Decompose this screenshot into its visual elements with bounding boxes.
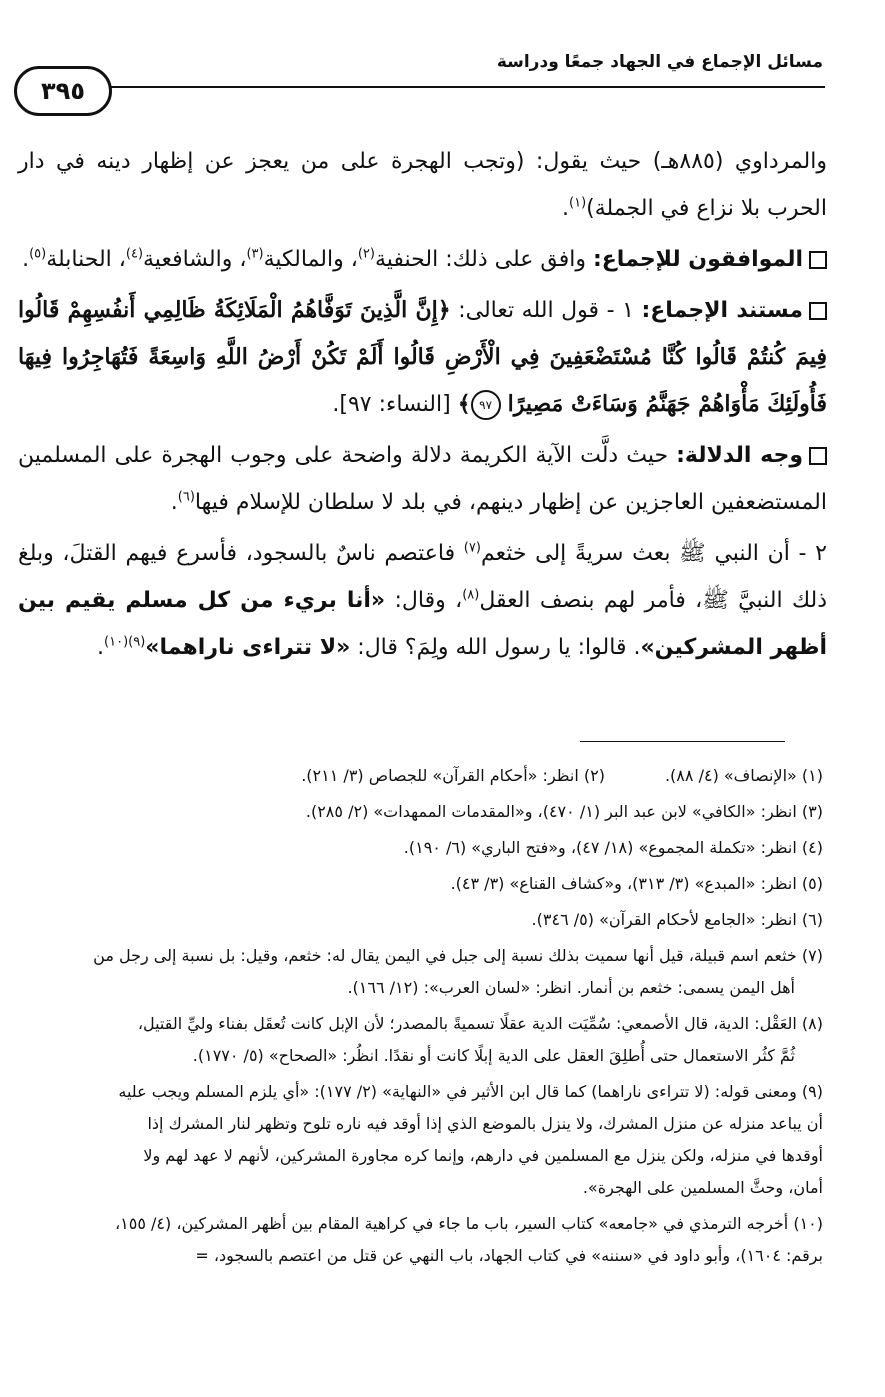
footnote-1: (١) «الإنصاف» (٤/ ٨٨). — [664, 766, 823, 785]
header-rule — [100, 86, 825, 88]
footnote-8: (٨) العَقْل: الدية، قال الأصمعي: سُمِّيَت الدية عقلًا تسميةً بالمصدر؛ لأن الإبل كانت تُعقَل بفناء وليِّ القتيل، ثُمَّ كثُر الاستعمال حتى أُطلِقَ العقل على الدية إبلًا كانت أو نقدًا. انظُر: «الصحاح» (٥/ ١٧٧٠). — [137, 1014, 823, 1065]
footnote-ref-8: (٨) — [462, 587, 480, 603]
footnote-3: (٣) انظر: «الكافي» لابن عبد البر (١/ ٤٧٠)، و«المقدمات الممهدات» (٢/ ٢٨٥). — [305, 802, 823, 821]
square-bullet-icon — [809, 447, 827, 465]
running-title: مسائل الإجماع في الجهاد جمعًا ودراسة — [496, 52, 823, 72]
paragraph-hadith: ٢ - أن النبي ﷺ بعث سريةً إلى خثعم$^{(٧)}$ فاعتصم ناسٌ بالسجود، فأسرع فيهم القتلَ، وبلغ ذلك النبيَّ ﷺ، فأمر لهم بنصف العقل$^{(٨)}$، وقال: «أنا بريء من كل مسلم يقيم بين أظهر المشركين». قالوا: يا رسول الله ولِمَ؟ قال: «لا تتراءى ناراهما»$^{(٩)(١٠)}$. — [18, 540, 827, 660]
verse-number-icon: ٩٧ — [471, 390, 501, 420]
footnote-separator — [580, 741, 785, 742]
footnote-6: (٦) انظر: «الجامع لأحكام القرآن» (٥/ ٣٤٦). — [531, 910, 823, 929]
section-label-evidence: مستند الإجماع: — [641, 298, 804, 323]
footnote-row-1-2 — [18, 760, 823, 792]
paragraph-agreeing: الموافقون للإجماع: وافق على ذلك: الحنفية$^{(٢)}$، والمالكية$^{(٣)}$، والشافعية$^{(٤)}$، الحنابلة$^{(٥)}$. — [18, 236, 827, 283]
footnote-ref-3: (٣) — [246, 246, 264, 262]
footnote-10: (١٠) أخرجه الترمذي في «جامعه» كتاب السير، باب ما جاء في كراهية المقام بين أظهر المشركين، (٤/ ١٥٥، برقم: ١٦٠٤)، وأبو داود في «سننه» في كتاب الجهاد، باب النهي عن قتل من اعتصم بالسجود، = — [114, 1214, 823, 1265]
square-bullet-icon — [809, 302, 827, 320]
square-bullet-icon — [809, 251, 827, 269]
footnote-2: (٢) انظر: «أحكام القرآن» للجصاص (٣/ ٢١١). — [301, 766, 605, 785]
paragraph-evidence: مستند الإجماع: ١ - قول الله تعالى: ﴿إِنَّ الَّذِينَ تَوَفَّاهُمُ الْمَلَائِكَةُ ظَالِمِي أَنفُسِهِمْ قَالُوا فِيمَ كُنتُمْ قَالُوا كُنَّا مُسْتَضْعَفِينَ فِي الْأَرْضِ قَالُوا أَلَمْ تَكُنْ أَرْضُ اللَّهِ وَاسِعَةً فَتُهَاجِرُوا فِيهَا فَأُولَئِكَ مَأْوَاهُمْ جَهَنَّمُ وَسَاءَتْ مَصِيرًا ٩٧﴾ [النساء: ٩٧]. — [18, 287, 827, 428]
hadith-quote-1: «أنا بريء من كل مسلم يقيم بين أظهر المشركين» — [18, 588, 827, 660]
footnote-5: (٥) انظر: «المبدع» (٣/ ٣١٣)، و«كشاف القناع» (٣/ ٤٣). — [450, 874, 823, 893]
footnote-ref-6: (٦) — [177, 489, 195, 505]
footnote-ref-5: (٥) — [29, 246, 47, 262]
footnote-4: (٤) انظر: «تكملة المجموع» (١٨/ ٤٧)، و«فتح الباري» (٦/ ١٩٠). — [403, 838, 823, 857]
footnote-9: (٩) ومعنى قوله: (لا تتراءى ناراهما) كما قال ابن الأثير في «النهاية» (٢/ ١٧٧): «أي يلزم المسلم ويجب عليه أن يباعد منزله عن منزل المشرك، ولا ينزل بالموضع الذي إذا أوقد فيه ناره تلوح وتظهر لنار المشرك إذا أوقدها في منزله، ولكن ينزل مع المسلمين في دارهم، وإنما كره مجاورة المشركين، لأنهم لا عهد لهم ولا أمان، وحثَّ المسلمين على الهجرة». — [118, 1082, 823, 1197]
footnote-ref-2: (٢) — [357, 246, 375, 262]
paragraph-mardawi: والمرداوي (٨٨٥هـ) حيث يقول: (وتجب الهجرة على من يعجز عن إظهار دينه في دار الحرب بلا نزاع في الجملة)$^{(١)}$. — [18, 149, 827, 221]
section-label-indication: وجه الدلالة: — [676, 443, 803, 468]
footnote-ref-9-10: (٩)(١٠) — [104, 634, 146, 650]
hadith-quote-2: «لا تتراءى ناراهما» — [145, 635, 351, 660]
footnote-7: (٧) خثعم اسم قبيلة، قيل أنها سميت بذلك نسبة إلى جبل في اليمن يقال له: خثعم، وقيل: بل نسبة إلى رجل من أهل اليمن يسمى: خثعم بن أنمار. انظر: «لسان العرب»: (١٢/ ١٦٦). — [93, 946, 823, 997]
page-number: ٣٩٥ — [14, 66, 112, 116]
body-text — [18, 138, 827, 675]
footnote-ref-7: (٧) — [463, 540, 481, 556]
quran-verse: ﴿إِنَّ الَّذِينَ تَوَفَّاهُمُ الْمَلَائِكَةُ ظَالِمِي أَنفُسِهِمْ قَالُوا فِيمَ كُنتُمْ قَالُوا كُنَّا مُسْتَضْعَفِينَ فِي الْأَرْضِ قَالُوا أَلَمْ تَكُنْ أَرْضُ اللَّهِ وَاسِعَةً فَتُهَاجِرُوا فِيهَا فَأُولَئِكَ مَأْوَاهُمْ جَهَنَّمُ وَسَاءَتْ مَصِيرًا — [18, 297, 827, 417]
footnotes — [18, 760, 823, 1276]
footnote-ref-1: (١) — [569, 195, 587, 211]
footnote-ref-4: (٤) — [125, 246, 144, 262]
verse-citation: [النساء: ٩٧]. — [332, 392, 458, 417]
paragraph-indication: وجه الدلالة: حيث دلَّت الآية الكريمة دلالة واضحة على وجوب الهجرة على المسلمين المستضعفين العاجزين عن إظهار دينهم، في بلد لا سلطان للإسلام فيها$^{(٦)}$. — [18, 443, 827, 515]
section-label-agreeing: الموافقون للإجماع: — [592, 247, 803, 272]
